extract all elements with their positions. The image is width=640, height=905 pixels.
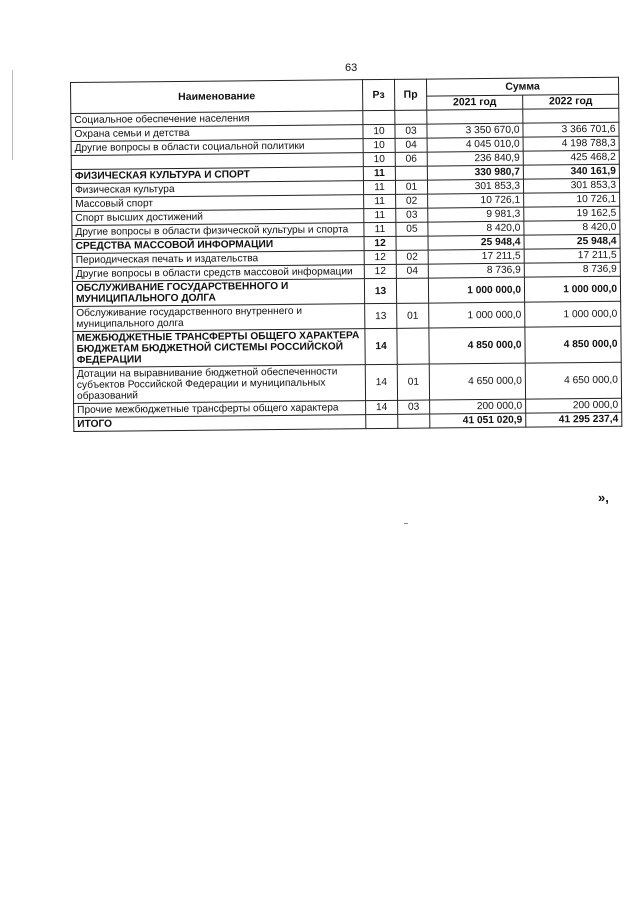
cell-rz: 10 (363, 152, 395, 166)
column-header-name: Наименование (71, 80, 363, 114)
cell-name: Охрана семьи и детства (71, 125, 363, 142)
cell-pr: 02 (396, 194, 428, 208)
cell-rz: 14 (365, 328, 397, 364)
cell-rz: 13 (364, 278, 396, 303)
cell-rz: 13 (365, 303, 397, 328)
cell-2021 (427, 109, 523, 124)
cell-2022: 4 198 788,3 (523, 136, 619, 151)
column-header-rz: Рз (362, 79, 394, 110)
column-header-pr: Пр (394, 79, 426, 110)
cell-2021: 4 850 000,0 (429, 327, 525, 364)
cell-pr (396, 278, 428, 303)
cell-name: Социальное обеспечение населения (71, 111, 363, 128)
cell-2021: 4 045 010,0 (427, 137, 523, 152)
cell-2022: 4 850 000,0 (525, 326, 621, 363)
cell-2022: 19 162,5 (524, 206, 620, 221)
cell-name: Другие вопросы в области социальной политики (71, 139, 363, 156)
table-row (73, 362, 621, 403)
cell-rz: 12 (364, 236, 396, 250)
cell-name: Массовый спорт (72, 195, 364, 212)
cell-2021: 17 211,5 (428, 249, 524, 264)
scan-margin-mark (12, 70, 13, 160)
cell-name: ФИЗИЧЕСКАЯ КУЛЬТУРА И СПОРТ (71, 167, 363, 184)
cell-rz: 12 (364, 264, 396, 278)
cell-rz: 10 (363, 124, 395, 138)
cell-rz: 11 (364, 222, 396, 236)
cell-pr: 03 (396, 208, 428, 222)
cell-2021: 9 981,3 (428, 207, 524, 222)
cell-2022: 1 000 000,0 (524, 276, 620, 302)
cell-rz: 11 (364, 194, 396, 208)
cell-rz: 11 (363, 180, 395, 194)
cell-pr (396, 236, 428, 250)
cell-name: Спорт высших достижений (72, 209, 364, 226)
cell-pr: 01 (397, 303, 429, 328)
cell-name: МЕЖБЮДЖЕТНЫЕ ТРАНСФЕРТЫ ОБЩЕГО ХАРАКТЕРА БЮДЖЕТАМ БЮДЖЕТНОЙ СИСТЕМЫ РОССИЙСКОЙ ФЕДЕРАЦИИ (73, 329, 365, 368)
cell-2021: 10 726,1 (428, 193, 524, 208)
column-header-sum: Сумма (426, 77, 618, 96)
cell-2022: 10 726,1 (524, 192, 620, 207)
budget-table-container (70, 77, 621, 432)
cell-2021: 8 736,9 (428, 263, 524, 278)
cell-2022 (523, 108, 619, 123)
column-header-2022: 2022 год (523, 94, 619, 109)
cell-pr: 03 (398, 400, 430, 414)
cell-pr (398, 414, 430, 428)
cell-2022: 3 366 701,6 (523, 122, 619, 137)
cell-2021: 4 650 000,0 (429, 363, 525, 400)
cell-name: Другие вопросы в области средств массовой информации (72, 265, 364, 282)
cell-pr: 06 (395, 152, 427, 166)
cell-2021: 25 948,4 (428, 235, 524, 250)
cell-rz: 14 (366, 400, 398, 414)
budget-table (70, 77, 622, 432)
scan-speck (404, 523, 408, 524)
cell-2021: 8 420,0 (428, 221, 524, 236)
cell-pr (397, 328, 429, 364)
cell-2022: 425 468,2 (523, 150, 619, 165)
cell-name: Дотации на выравнивание бюджетной обеспеченности субъектов Российской Федерации и муниципальных образований (73, 365, 365, 404)
cell-2022: 1 000 000,0 (525, 301, 621, 327)
cell-name: Обслуживание государственного внутреннего и муниципального долга (73, 304, 365, 332)
cell-2021: 236 840,9 (427, 151, 523, 166)
cell-2021: 200 000,0 (430, 399, 526, 414)
cell-2021: 3 350 670,0 (427, 123, 523, 138)
cell-2021: 41 051 020,9 (430, 413, 526, 428)
cell-pr: 04 (396, 264, 428, 278)
cell-name: ОБСЛУЖИВАНИЕ ГОСУДАРСТВЕННОГО И МУНИЦИПАЛЬНОГО ДОЛГА (72, 279, 364, 307)
cell-2022: 41 295 237,4 (526, 412, 622, 427)
cell-rz: 11 (363, 166, 395, 180)
cell-rz (366, 414, 398, 428)
cell-2022: 8 736,9 (524, 262, 620, 277)
cell-rz: 14 (365, 364, 397, 400)
cell-pr: 01 (397, 364, 429, 400)
cell-2021: 330 980,7 (427, 165, 523, 180)
closing-quote-mark: », (598, 490, 609, 505)
cell-rz: 11 (364, 208, 396, 222)
cell-rz (363, 110, 395, 124)
cell-pr: 02 (396, 250, 428, 264)
cell-2022: 301 853,3 (523, 178, 619, 193)
page-number: 63 (345, 62, 358, 74)
cell-name: Другие вопросы в области физической культуры и спорта (72, 223, 364, 240)
cell-pr: 03 (395, 124, 427, 138)
cell-name: СРЕДСТВА МАССОВОЙ ИНФОРМАЦИИ (72, 237, 364, 254)
cell-rz: 12 (364, 250, 396, 264)
table-body (71, 108, 622, 431)
table-row (73, 326, 621, 367)
cell-2021: 1 000 000,0 (428, 277, 524, 303)
cell-2022: 200 000,0 (526, 398, 622, 413)
cell-pr: 05 (396, 222, 428, 236)
cell-pr (395, 166, 427, 180)
cell-2022: 17 211,5 (524, 248, 620, 263)
cell-name: Физическая культура (71, 181, 363, 198)
cell-pr: 01 (395, 180, 427, 194)
cell-2021: 1 000 000,0 (429, 302, 525, 328)
cell-name: Периодическая печать и издательства (72, 251, 364, 268)
cell-2022: 25 948,4 (524, 234, 620, 249)
column-header-2021: 2021 год (427, 95, 523, 110)
cell-name: ИТОГО (74, 415, 366, 432)
cell-name: Прочие межбюджетные трансферты общего характера (74, 401, 366, 418)
cell-2022: 8 420,0 (524, 220, 620, 235)
cell-2022: 340 161,9 (523, 164, 619, 179)
cell-pr: 04 (395, 138, 427, 152)
cell-2022: 4 650 000,0 (525, 362, 621, 399)
cell-pr (395, 110, 427, 124)
cell-rz: 10 (363, 138, 395, 152)
cell-2021: 301 853,3 (427, 179, 523, 194)
